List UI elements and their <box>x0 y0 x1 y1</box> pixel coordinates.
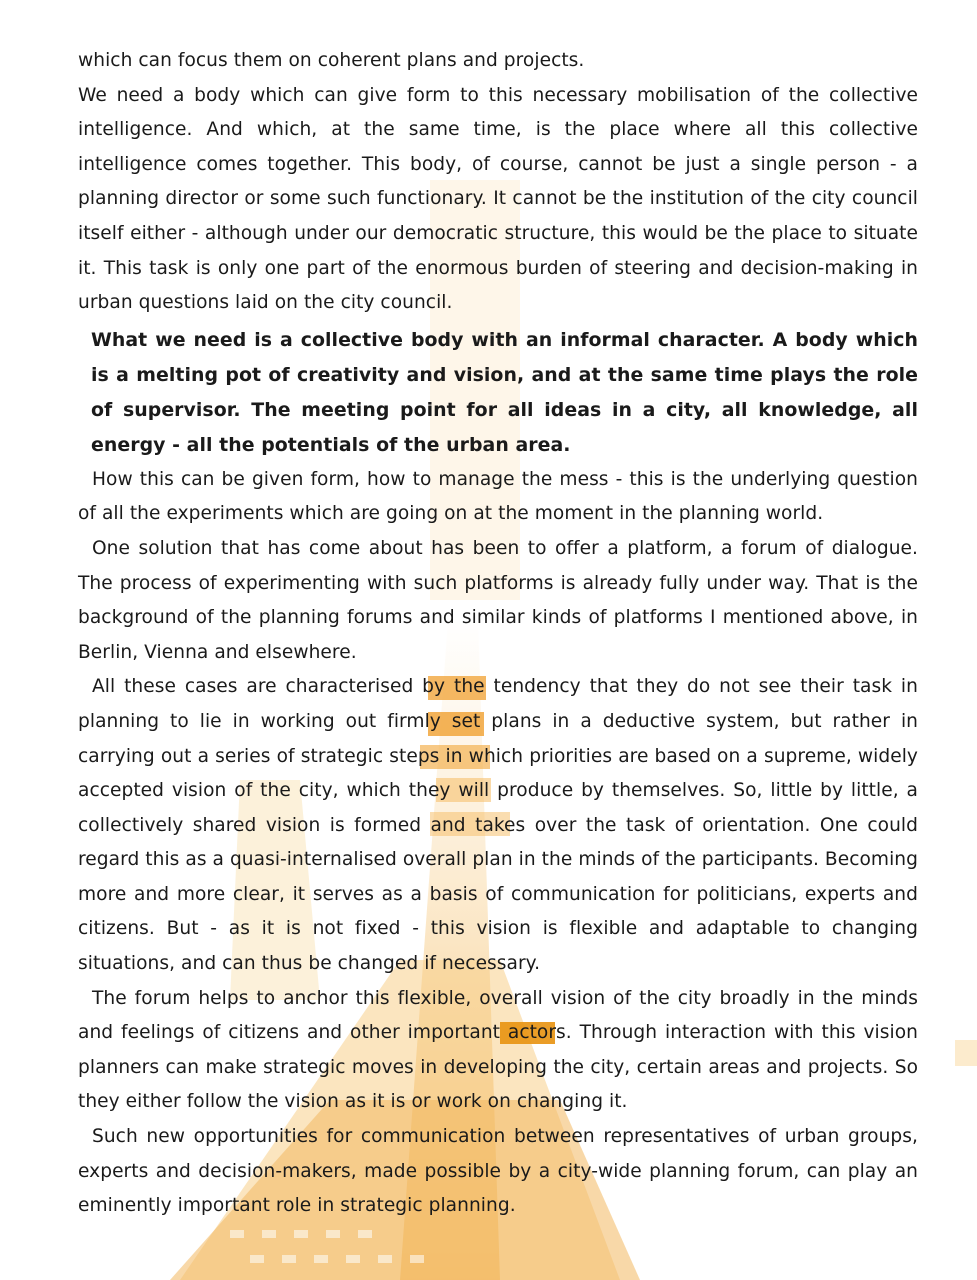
paragraph-2: We need a body which can give form to this necessary mobilisation of the collective intelligence. And which, at the same time, is the place where all this collective intelligence comes together. This body, of course, cannot be just a single person - a planning director or some such functionary. It cannot be the institution of the city council itself either - although under our democratic structure, this would be the place to situate it. This task is only one part of the enormous burden of steering and decision-making in urban questions laid on the city council. <box>78 84 918 314</box>
paragraph-6: All these cases are characterised by the tendency that they do not see their task in planning to lie in working out firmly set plans in a deductive system, but rather in carrying out a series of strategic steps in which priorities are based on a supreme, widely accepted vision of the city, which they will produce by themselves. So, little by little, a collectively shared vision is formed and takes over the task of orientation. One could regard this as a quasi-internalised overall plan in the minds of the participants. Becoming more and more clear, it serves as a basis of communication for politicians, experts and citizens. But - as it is not fixed - this vision is flexible and adaptable to changing situations, and can thus be changed if necessary. <box>78 676 918 975</box>
paragraph-1: which can focus them on coherent plans and projects. <box>78 50 585 71</box>
document-body <box>78 44 918 1224</box>
paragraph-8: Such new opportunities for communication between representatives of urban groups, experts and decision-makers, made possible by a city-wide planning forum, can play an eminently important role in strategic planning. <box>78 1126 918 1217</box>
paragraph-3-emphasis: What we need is a collective body with an informal character. A body which is a melting pot of creativity and vision, and at the same time plays the role of supervisor. The meeting point for all ideas in a city, all knowledge, all energy - all the potentials of the urban area. <box>91 328 918 456</box>
paragraph-7: The forum helps to anchor this flexible, overall vision of the city broadly in the minds and feelings of citizens and other important actors. Through interaction with this vision planners can make strategic moves in developing the city, certain areas and projects. So they either follow the vision as it is or work on changing it. <box>78 987 918 1113</box>
paragraph-5: One solution that has come about has been to offer a platform, a forum of dialogue. The process of experimenting with such platforms is already fully under way. That is the background of the planning forums and similar kinds of platforms I mentioned above, in Berlin, Vienna and elsewhere. <box>78 537 918 663</box>
paragraph-4: How this can be given form, how to manage the mess - this is the underlying question of all the experiments which are going on at the moment in the planning world. <box>78 468 918 525</box>
